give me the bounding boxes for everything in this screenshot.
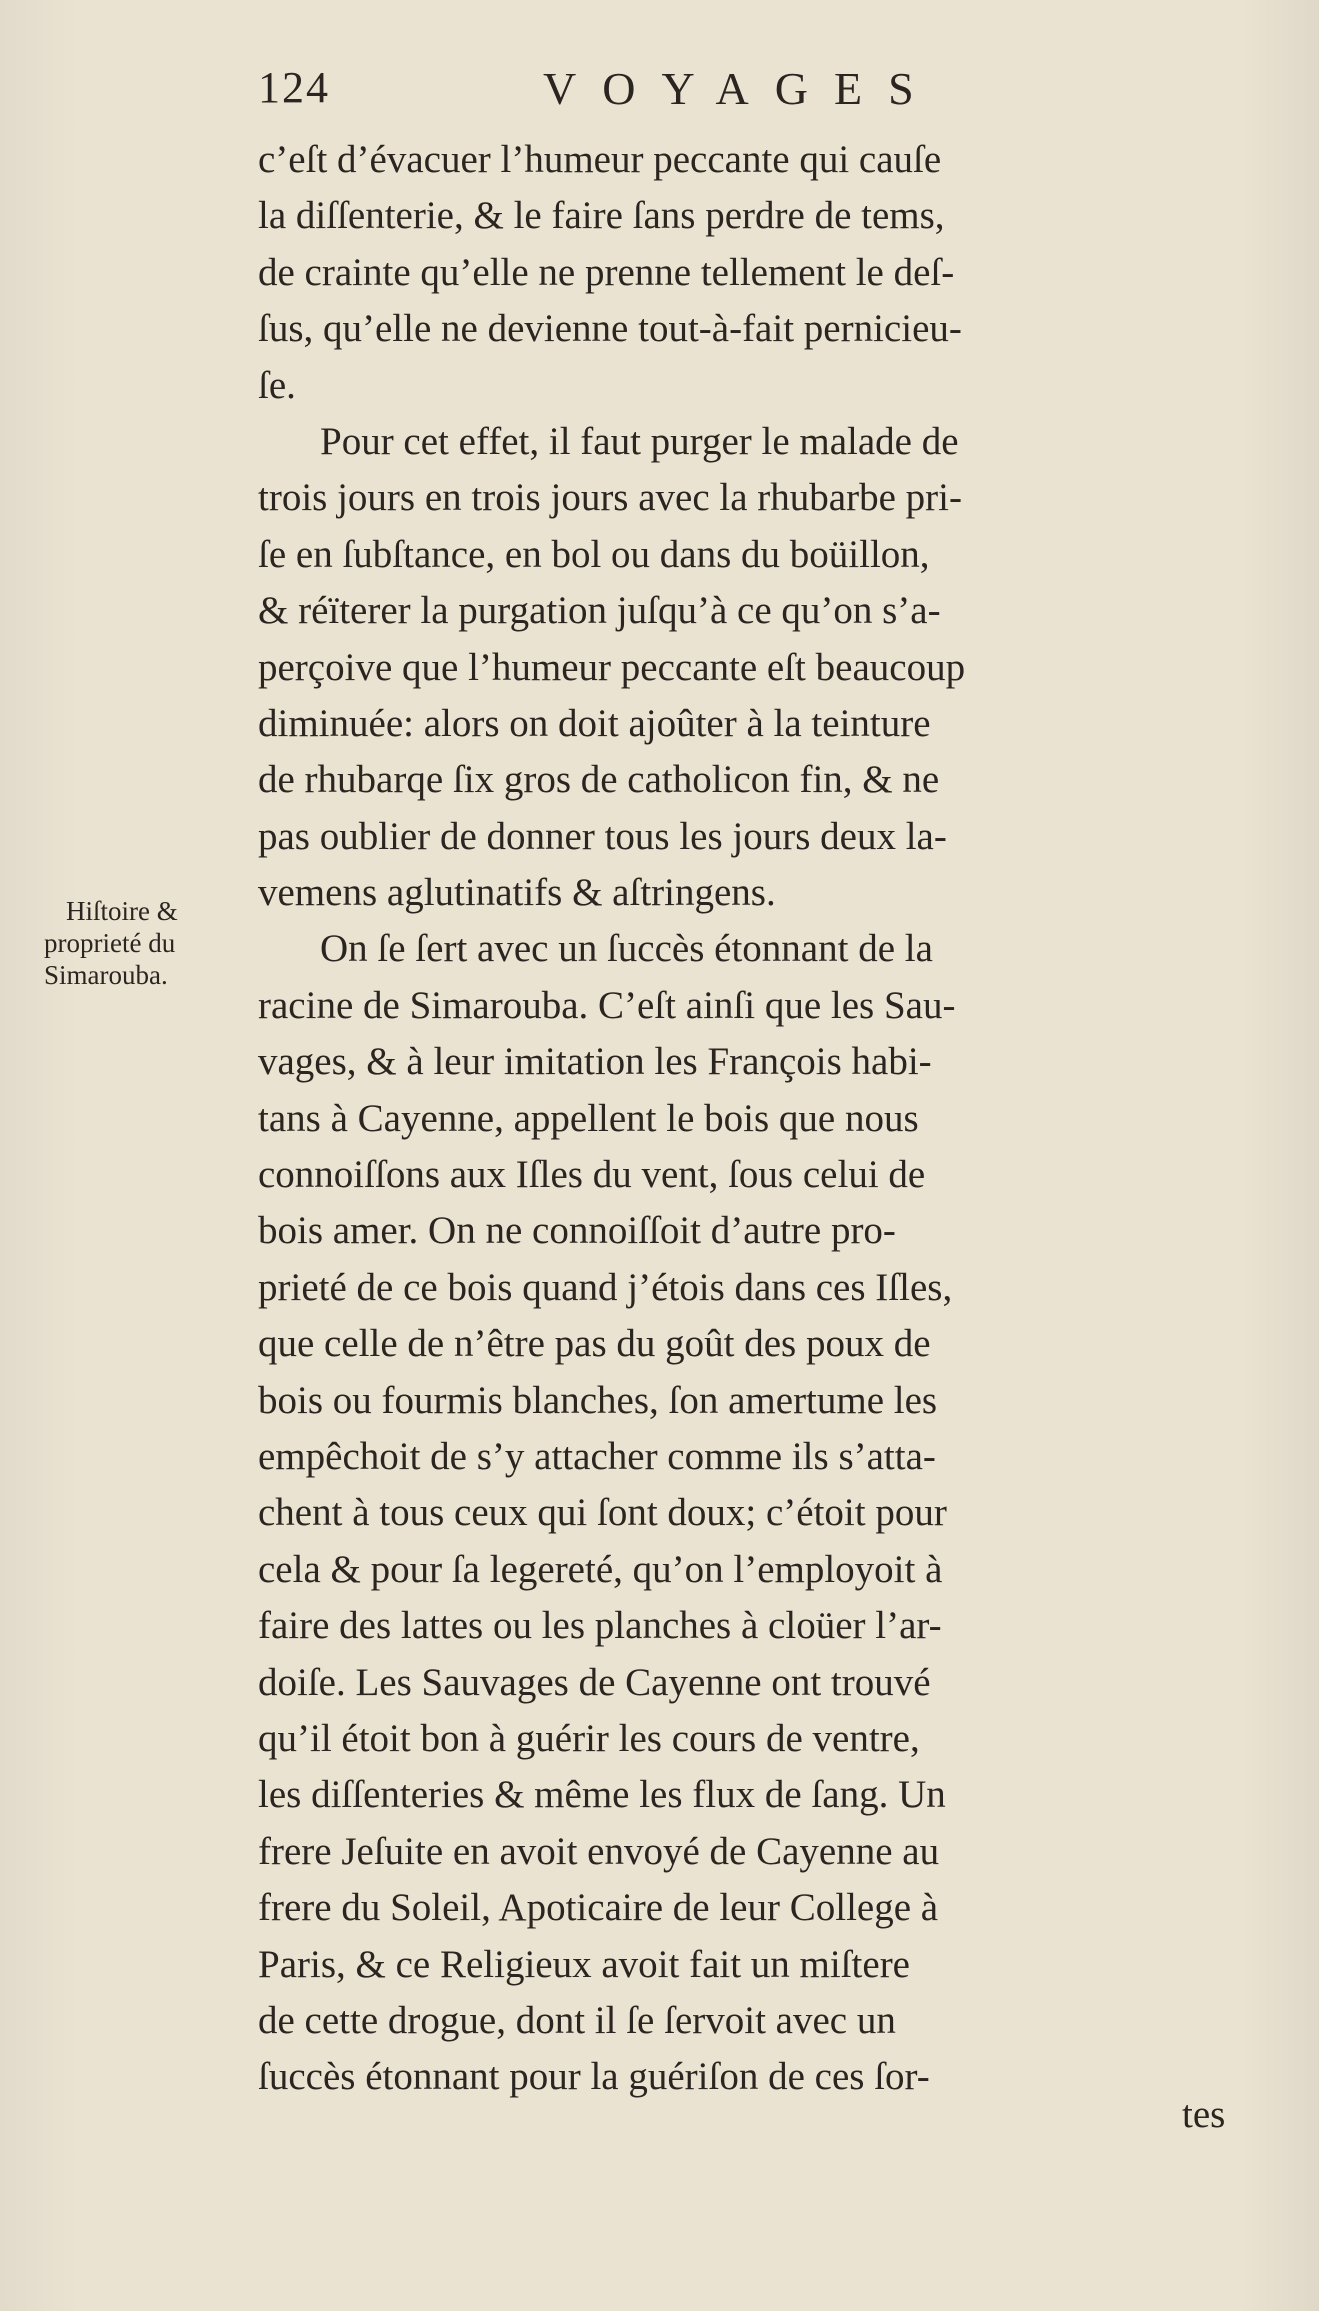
text-line: de rhubarqe ſix gros de catholicon fin, & ne — [258, 758, 940, 802]
margin-note-line: Simarouba. — [44, 960, 168, 990]
text-line: faire des lattes ou les planches à cloüer l’ar- — [258, 1604, 942, 1648]
text-line: & réïterer la purgation juſqu’à ce qu’on s’a- — [258, 589, 941, 633]
text-line: c’eſt d’évacuer l’humeur peccante qui cauſe — [258, 138, 942, 181]
paragraph-start-line: Pour cet effet, il faut purger le malade de — [320, 419, 959, 463]
margin-note — [44, 895, 254, 991]
text-line: connoiſſons aux Iſles du vent, ſous celui de — [258, 1153, 926, 1197]
body-text — [258, 132, 1258, 2106]
text-line: cela & pour ſa legereté, qu’on l’employoit à — [258, 1547, 943, 1591]
text-line: chent à tous ceux qui ſont doux; c’étoit pour — [258, 1491, 947, 1535]
margin-note-line: Hiſtoire & — [66, 896, 178, 926]
text-line: la diſſenterie, & le faire ſans perdre de tems, — [258, 194, 945, 238]
text-line: qu’il étoit bon à guérir les cours de ventre, — [258, 1716, 920, 1760]
text-line: ſe. — [258, 363, 296, 407]
text-line: frere du Soleil, Apoticaire de leur College à — [258, 1886, 939, 1930]
text-line: tans à Cayenne, appellent le bois que nous — [258, 1096, 919, 1140]
page-number: 124 — [258, 63, 330, 112]
text-line: racine de Simarouba. C’eſt ainſi que les Sau- — [258, 983, 956, 1027]
text-line: vages, & à leur imitation les François habi- — [258, 1040, 932, 1084]
page-header — [258, 62, 998, 122]
paragraph-start-line: On ſe ſert avec un ſuccès étonnant de la — [320, 927, 933, 971]
text-line: trois jours en trois jours avec la rhubarbe pri- — [258, 476, 962, 520]
text-line: ſus, qu’elle ne devienne tout-à-fait pernicieu- — [258, 307, 962, 351]
text-line: doiſe. Les Sauvages de Cayenne ont trouvé — [258, 1660, 931, 1704]
text-line: prieté de ce bois quand j’étois dans ces Iſles, — [258, 1265, 953, 1309]
catchword: tes — [1182, 2093, 1226, 2136]
margin-note-line: proprieté du — [44, 928, 176, 958]
text-line: ſuccès étonnant pour la guériſon de ces ſor- — [258, 2055, 930, 2099]
text-line: que celle de n’être pas du goût des poux de — [258, 1322, 931, 1366]
text-line: diminuée: alors on doit ajoûter à la teinture — [258, 701, 931, 745]
text-line: bois ou fourmis blanches, ſon amertume les — [258, 1378, 938, 1422]
text-line: pas oublier de donner tous les jours deux la- — [258, 814, 947, 858]
text-line: empêchoit de s’y attacher comme ils s’atta- — [258, 1434, 936, 1478]
text-line: de cette drogue, dont il ſe ſervoit avec un — [258, 1998, 896, 2042]
text-line: frere Jeſuite en avoit envoyé de Cayenne au — [258, 1829, 940, 1873]
text-line: les diſſenteries & même les flux de ſang. Un — [258, 1773, 946, 1817]
running-title: VOYAGES — [543, 63, 940, 114]
text-line: bois amer. On ne connoiſſoit d’autre pro- — [258, 1209, 896, 1253]
text-line: perçoive que l’humeur peccante eſt beaucoup — [258, 645, 966, 689]
text-line: de crainte qu’elle ne prenne tellement le deſ- — [258, 250, 955, 294]
text-line: Paris, & ce Religieux avoit fait un miſtere — [258, 1942, 910, 1986]
text-line: vemens aglutinatifs & aſtringens. — [258, 871, 776, 915]
text-line: ſe en ſubſtance, en bol ou dans du boüillon, — [258, 532, 930, 576]
